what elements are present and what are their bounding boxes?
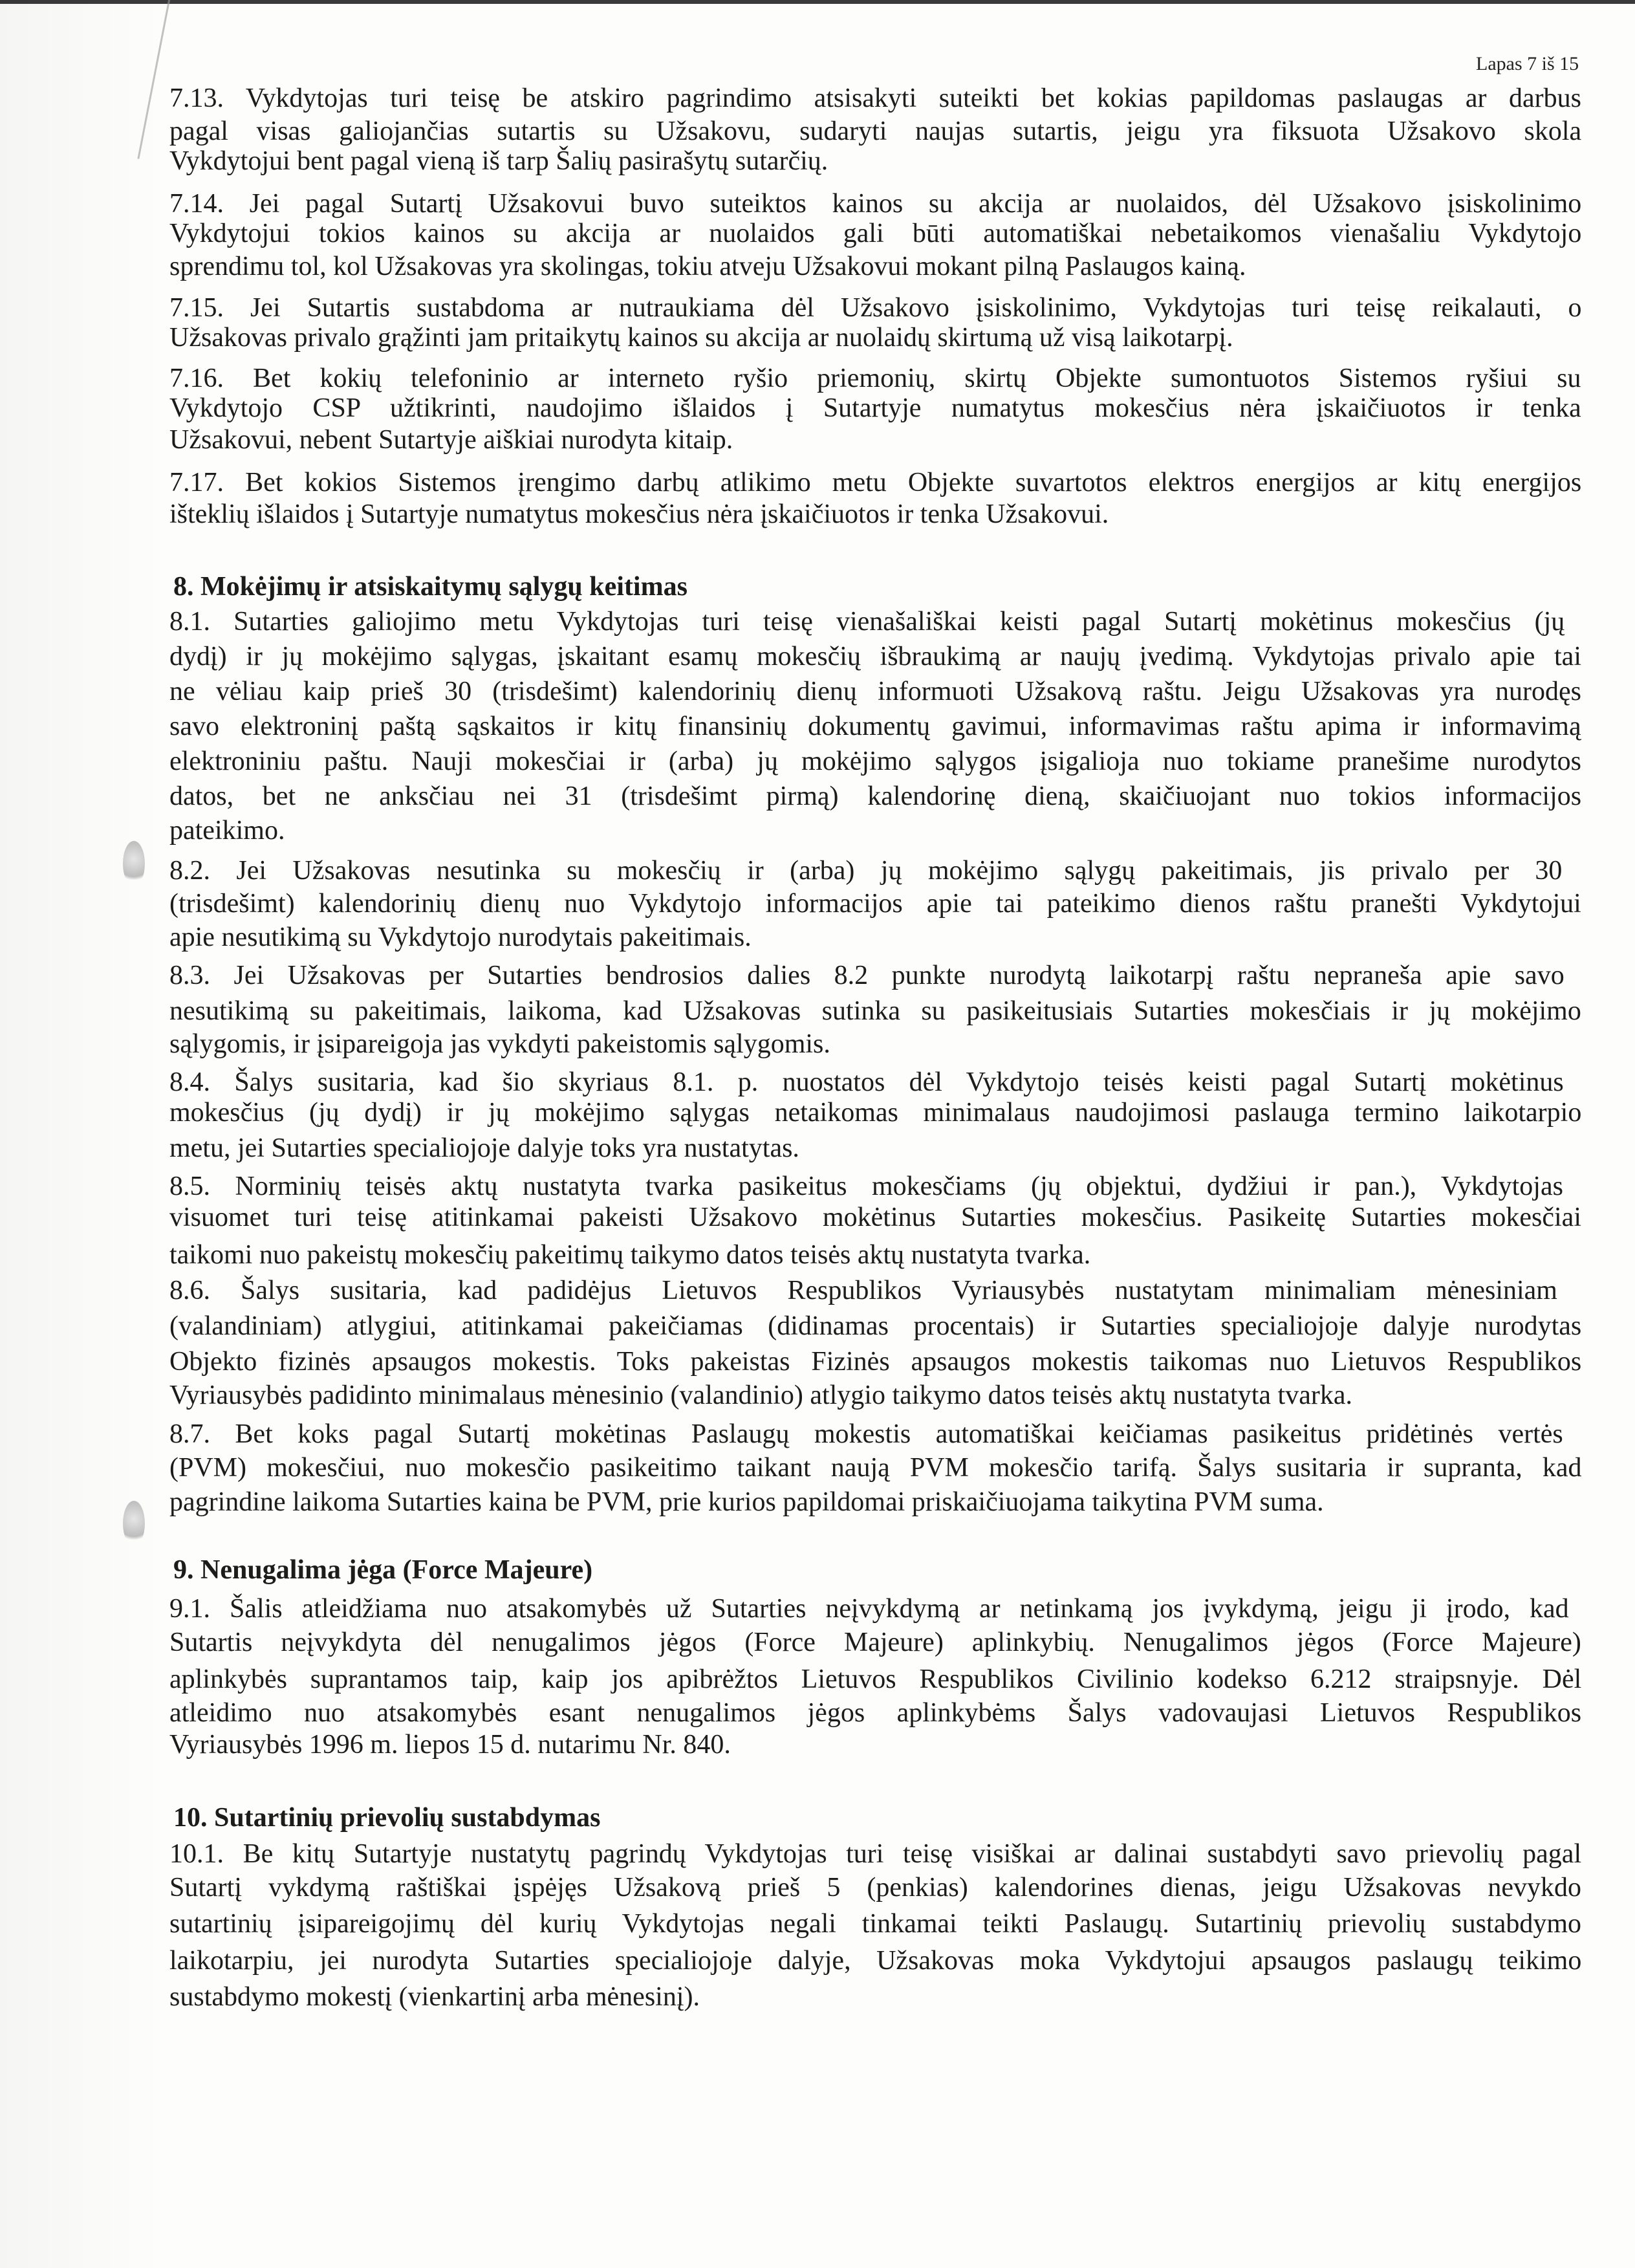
paragraph-line: sprendimu tol, kol Užsakovas yra skolingas, tokiu atveju Užsakovui mokant pilną Paslaugos kainą. bbox=[169, 252, 1246, 281]
paragraph-line: elektroniniu paštu. Nauji mokesčiai ir (arba) jų mokėjimo sąlygos įsigalioja nuo tokiame pranešime nurodytos bbox=[169, 747, 1581, 776]
paragraph-line: 7.13. Vykdytojas turi teisę be atskiro pagrindimo atsisakyti suteikti bet kokias papildomas paslaugas ar darbus bbox=[169, 83, 1581, 113]
paragraph-line: pagrindine laikoma Sutarties kaina be PVM, prie kurios papildomai priskaičiuojama taikytina PVM suma. bbox=[169, 1487, 1324, 1517]
paragraph-line: aplinkybės suprantamos taip, kaip jos apibrėžtos Lietuvos Respublikos Civilinio kodekso 6.212 straipsnyje. Dėl bbox=[169, 1664, 1582, 1694]
paragraph-line: 7.15. Jei Sutartis sustabdoma ar nutraukiama dėl Užsakovo įsiskolinimo, Vykdytojas turi teisę reikalauti, o bbox=[169, 293, 1582, 323]
paragraph-line: datos, bet ne anksčiau nei 31 (trisdešimt pirmą) kalendorinę dieną, skaičiuojant nuo tokios informacijos bbox=[169, 781, 1582, 811]
paragraph-line: (valandiniam) atlygiui, atitinkamai pakeičiamas (didinamas procentais) ir Sutarties specialiojoje dalyje nurodytas bbox=[169, 1311, 1582, 1341]
paragraph-line: laikotarpiu, jei nurodyta Sutarties specialiojoje dalyje, Užsakovas moka Vykdytojui apsaugos paslaugų teikimo bbox=[169, 1946, 1582, 1976]
section-heading: 10. Sutartinių prievolių sustabdymas bbox=[173, 1803, 601, 1833]
paragraph-line: Sutartis neįvykdyta dėl nenugalimos jėgos (Force Majeure) aplinkybių. Nenugalimos jėgos (Force Majeure) bbox=[169, 1628, 1581, 1657]
paragraph-line: Vykdytojui tokios kainos su akcija ar nuolaidos gali būti automatiškai nebetaikomos vienašaliu Vykdytojo bbox=[169, 219, 1582, 248]
paragraph-line: pateikimo. bbox=[169, 816, 285, 845]
paragraph-line: sąlygomis, ir įsipareigoja jas vykdyti pakeistomis sąlygomis. bbox=[169, 1029, 830, 1059]
paragraph-line: (PVM) mokesčiui, nuo mokesčio pasikeitimo taikant naują PVM mokesčio tarifą. Šalys susitaria ir supranta, kad bbox=[169, 1453, 1582, 1483]
scan-top-edge bbox=[0, 0, 1635, 4]
paragraph-line: sutartinių įsipareigojimų dėl kurių Vykdytojas negali tinkamai teikti Paslaugų. Sutartinių prievolių sustabdymo bbox=[169, 1909, 1582, 1939]
scan-shadow bbox=[0, 0, 162, 2268]
staple-mark bbox=[123, 841, 145, 886]
paragraph-line: Sutartį vykdymą raštiškai įspėjęs Užsakovą prieš 5 (penkias) kalendorines dienas, jeigu Užsakovas nevykdo bbox=[169, 1873, 1582, 1903]
paragraph-line: 8.7. Bet koks pagal Sutartį mokėtinas Paslaugų mokestis automatiškai keičiamas pasikeitus pridėtinės vertės bbox=[169, 1419, 1563, 1449]
paragraph-line: 8.4. Šalys susitaria, kad šio skyriaus 8.1. p. nuostatos dėl Vykdytojo teisės keisti pagal Sutartį mokėtinus bbox=[169, 1067, 1564, 1097]
staple-mark bbox=[123, 1501, 145, 1546]
paragraph-line: Objekto fizinės apsaugos mokestis. Toks pakeistas Fizinės apsaugos mokestis taikomas nuo Lietuvos Respublikos bbox=[169, 1347, 1582, 1377]
paragraph-line: Vyriausybės padidinto minimalaus mėnesinio (valandinio) atlygio taikymo datos teisės aktų nustatyta tvarka. bbox=[169, 1380, 1352, 1410]
page-number: Lapas 7 iš 15 bbox=[1476, 53, 1579, 74]
paragraph-line: 8.5. Norminių teisės aktų nustatyta tvarka pasikeitus mokesčiams (jų objektui, dydžiui ir pan.), Vykdytojas bbox=[169, 1172, 1563, 1201]
paragraph-line: ne vėliau kaip prieš 30 (trisdešimt) kalendorinių dienų informuoti Užsakovą raštu. Jeigu Užsakovas yra nurodęs bbox=[169, 677, 1582, 706]
paragraph-line: Vyriausybės 1996 m. liepos 15 d. nutarimu Nr. 840. bbox=[169, 1730, 731, 1760]
paragraph-line: taikomi nuo pakeistų mokesčių pakeitimų taikymo datos teisės aktų nustatyta tvarka. bbox=[169, 1240, 1091, 1270]
paragraph-line: Užsakovas privalo grąžinti jam pritaikytų kainos su akcija ar nuolaidų skirtumą už visą laikotarpį. bbox=[169, 323, 1233, 353]
paragraph-line: pagal visas galiojančias sutartis su Užsakovu, sudaryti naujas sutartis, jeigu yra fiksuota Užsakovo skola bbox=[169, 116, 1582, 146]
paragraph-line: 7.17. Bet kokios Sistemos įrengimo darbų atlikimo metu Objekte suvartotos elektros energijos ar kitų energijos bbox=[169, 468, 1582, 497]
paragraph-line: 8.1. Sutarties galiojimo metu Vykdytojas turi teisę vienašališkai keisti pagal Sutartį mokėtinus mokesčius (jų bbox=[169, 607, 1565, 637]
paragraph-line: mokesčius (jų dydį) ir jų mokėjimo sąlygas netaikomas minimalaus naudojimosi paslauga termino laikotarpio bbox=[169, 1098, 1582, 1128]
section-heading: 8. Mokėjimų ir atsiskaitymų sąlygų keitimas bbox=[173, 572, 688, 602]
section-heading: 9. Nenugalima jėga (Force Majeure) bbox=[173, 1555, 593, 1585]
paragraph-line: 7.16. Bet kokių telefoninio ar interneto ryšio priemonių, skirtų Objekte sumontuotos Sistemos ryšiui su bbox=[169, 364, 1581, 393]
paragraph-line: visuomet turi teisę atitinkamai pakeisti Užsakovo mokėtinus Sutarties mokesčius. Pasikeitę Sutarties mokesčiai bbox=[169, 1203, 1581, 1232]
paragraph-line: 8.6. Šalys susitaria, kad padidėjus Lietuvos Respublikos Vyriausybės nustatytam minimaliam mėnesiniam bbox=[169, 1276, 1557, 1305]
paragraph-line: metu, jei Sutarties specialiojoje dalyje toks yra nustatytas. bbox=[169, 1133, 799, 1163]
paragraph-line: (trisdešimt) kalendorinių dienų nuo Vykdytojo informacijos apie tai pateikimo dienos raštu pranešti Vykdytojui bbox=[169, 889, 1581, 919]
paragraph-line: dydį) ir jų mokėjimo sąlygas, įskaitant esamų mokesčių išbraukimą ar naujų įvedimą. Vykdytojas privalo apie tai bbox=[169, 642, 1581, 671]
paragraph-line: Vykdytojui bent pagal vieną iš tarp Šalių pasirašytų sutarčių. bbox=[169, 146, 828, 176]
paragraph-line: 8.3. Jei Užsakovas per Sutarties bendrosios dalies 8.2 punkte nurodytą laikotarpį raštu nepraneša apie savo bbox=[169, 961, 1565, 990]
paragraph-line: 8.2. Jei Užsakovas nesutinka su mokesčių ir (arba) jų mokėjimo sąlygų pakeitimais, jis privalo per 30 bbox=[169, 856, 1563, 886]
paragraph-line: 7.14. Jei pagal Sutartį Užsakovui buvo suteiktos kainos su akcija ar nuolaidos, dėl Užsakovo įsiskolinimo bbox=[169, 189, 1582, 219]
paragraph-line: 9.1. Šalis atleidžiama nuo atsakomybės už Sutarties neįvykdymą ar netinkamą jos įvykdymą, jeigu ji įrodo, kad bbox=[169, 1594, 1569, 1624]
paragraph-line: 10.1. Be kitų Sutartyje nustatytų pagrindų Vykdytojas turi teisę visiškai ar dalinai sustabdyti savo prievolių pagal bbox=[169, 1839, 1582, 1869]
paragraph-line: Užsakovui, nebent Sutartyje aiškiai nurodyta kitaip. bbox=[169, 425, 733, 455]
paragraph-line: apie nesutikimą su Vykdytojo nurodytais pakeitimais. bbox=[169, 922, 752, 952]
paragraph-line: Vykdytojo CSP užtikrinti, naudojimo išlaidos į Sutartyje numatytus mokesčius nėra įskaičiuotos ir tenka bbox=[169, 393, 1581, 423]
paragraph-line: išteklių išlaidos į Sutartyje numatytus mokesčius nėra įskaičiuotos ir tenka Užsakovui. bbox=[169, 499, 1109, 529]
paragraph-line: savo elektroninį paštą sąskaitos ir kitų finansinių dokumentų gavimui, informavimas raštu apima ir informavimą bbox=[169, 712, 1581, 741]
paragraph-line: nesutikimą su pakeitimais, laikoma, kad Užsakovas sutinka su pasikeitusiais Sutarties mokesčiais ir jų mokėjimo bbox=[169, 996, 1581, 1026]
paragraph-line: atleidimo nuo atsakomybės esant nenugalimos jėgos aplinkybėms Šalys vadovaujasi Lietuvos Respublikos bbox=[169, 1698, 1582, 1728]
paragraph-line: sustabdymo mokestį (vienkartinį arba mėnesinį). bbox=[169, 1982, 700, 2012]
